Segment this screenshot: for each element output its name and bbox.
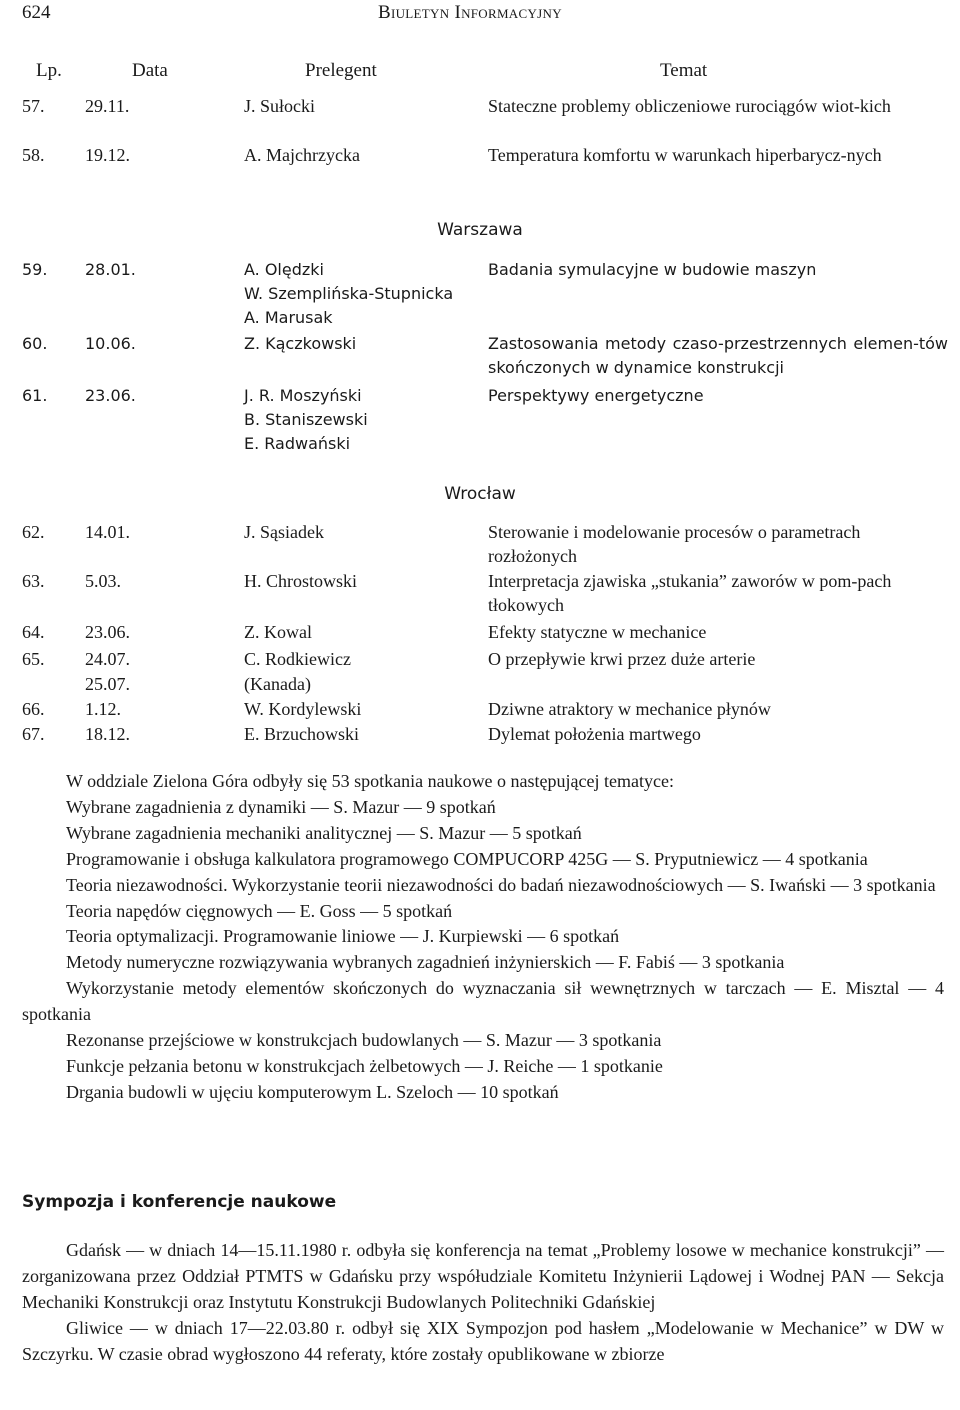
column-header-topic: Temat <box>660 60 708 81</box>
list-item: Wybrane zagadnienia z dynamiki — S. Mazur — 9 spotkań <box>66 796 496 817</box>
row-lecturer: H. Chrostowski <box>244 571 358 591</box>
column-header-lecturer: Prelegent <box>305 60 377 81</box>
row-number: 63. <box>22 571 45 591</box>
row-number: 61. <box>22 386 48 405</box>
row-date: 19.12. <box>85 145 130 165</box>
row-date: 23.06. <box>85 622 130 642</box>
row-number: 59. <box>22 260 48 279</box>
list-item: Teoria napędów cięgnowych — E. Goss — 5 spotkań <box>66 900 453 921</box>
list-item: Programowanie i obsługa kalkulatora programowego COMPUCORP 425G — S. Pryputniewicz — 4 spotkania <box>66 848 868 869</box>
paragraph: Gdańsk — w dniach 14—15.11.1980 r. odbyła się konferencja na temat „Problemy losowe w mechanice konstrukcji” — zorganizowana przez Oddział PTMTS w Gdańsku przy współudziale Komitetu Inżynierii Lądowej i Wodnej PAN — Sekcja Mechaniki Konstrukcji oraz Instytutu Konstrukcji Budowlanych Politechniki Gdańskiej <box>22 1240 944 1312</box>
row-lecturer: J. R. Moszyński <box>244 386 362 405</box>
row-lecturer: W. Szemplińska-Stupnicka <box>244 284 454 303</box>
row-topic: Perspektywy energetyczne <box>488 386 704 405</box>
row-date: 10.06. <box>85 334 136 353</box>
row-number: 62. <box>22 522 45 542</box>
row-topic: O przepływie krwi przez duże arterie <box>488 649 756 669</box>
row-number: 60. <box>22 334 48 353</box>
row-topic: Dylemat położenia martwego <box>488 724 701 744</box>
row-lecturer: A. Marusak <box>244 308 333 327</box>
row-lecturer: (Kanada) <box>244 674 311 694</box>
row-topic: Sterowanie i modelowanie procesów o parametrach rozłożonych <box>488 522 861 566</box>
row-lecturer: J. Sąsiadek <box>244 522 324 542</box>
row-date: 14.01. <box>85 522 130 542</box>
symposia-section <box>22 1237 944 1367</box>
row-topic: Dziwne atraktory w mechanice płynów <box>488 699 771 719</box>
row-lecturer: Z. Kączkowski <box>244 334 357 353</box>
list-item: Wykorzystanie metody elementów skończonych do wyznaczania sił wewnętrznych w tarczach — E. Misztal — 4 spotkania <box>22 978 944 1025</box>
row-lecturer: C. Rodkiewicz <box>244 649 351 669</box>
list-item: Teoria niezawodności. Wykorzystanie teorii niezawodności do badań niezawodnościowych — S. Iwański — 3 spotkania <box>66 874 936 895</box>
row-lecturer: B. Staniszewski <box>244 410 368 429</box>
list-item: Teoria optymalizacji. Programowanie liniowe — J. Kurpiewski — 6 spotkań <box>66 926 620 947</box>
row-lecturer: A. Majchrzycka <box>244 145 360 165</box>
row-date: 18.12. <box>85 724 130 744</box>
list-item: Drgania budowli w ujęciu komputerowym L. Szeloch — 10 spotkań <box>66 1081 559 1102</box>
row-topic: Stateczne problemy obliczeniowe rurociągów wiot-kich <box>488 96 891 116</box>
row-number: 57. <box>22 96 45 116</box>
section-heading-symposia: Sympozja i konferencje naukowe <box>22 1192 337 1212</box>
row-lecturer: Z. Kowal <box>244 622 312 642</box>
row-number: 64. <box>22 622 45 642</box>
row-lecturer: W. Kordylewski <box>244 699 362 719</box>
row-topic: Zastosowania metody czaso-przestrzennych elemen-tów skończonych w dynamice konstrukcji <box>488 334 948 377</box>
row-date: 25.07. <box>85 674 130 694</box>
row-date: 23.06. <box>85 386 136 405</box>
row-number: 58. <box>22 145 45 165</box>
row-date: 28.01. <box>85 260 136 279</box>
paragraph: W oddziale Zielona Góra odbyły się 53 spotkania naukowe o następującej tematyce: <box>66 771 674 791</box>
row-topic: Efekty statyczne w mechanice <box>488 622 707 642</box>
column-header-lp: Lp. <box>36 60 62 81</box>
row-topic: Badania symulacyjne w budowie maszyn <box>488 260 817 279</box>
row-lecturer: A. Olędzki <box>244 260 324 279</box>
row-lecturer: E. Brzuchowski <box>244 724 359 744</box>
row-date: 5.03. <box>85 571 121 591</box>
section-heading-warszawa: Warszawa <box>437 220 523 240</box>
zielona-gora-section <box>22 769 944 1106</box>
row-date: 1.12. <box>85 699 121 719</box>
row-topic: Interpretacja zjawiska „stukania” zaworów w pom-pach tłokowych <box>488 571 892 615</box>
row-date: 29.11. <box>85 96 130 116</box>
list-item: Wybrane zagadnienia mechaniki analitycznej — S. Mazur — 5 spotkań <box>66 822 582 843</box>
page-number: 624 <box>22 2 51 23</box>
column-header-date: Data <box>132 60 168 81</box>
row-number: 65. <box>22 649 45 669</box>
row-topic: Temperatura komfortu w warunkach hiperbarycz-nych <box>488 145 882 165</box>
paragraph: Gliwice — w dniach 17—22.03.80 r. odbył się XIX Sympozjon pod hasłem „Modelowanie w Mechanice” w DW w Szczyrku. W czasie obrad wygłoszono 44 referaty, które zostały opublikowane w zbiorze <box>22 1318 944 1364</box>
row-lecturer: E. Radwański <box>244 434 351 453</box>
row-lecturer: J. Sułocki <box>244 96 316 116</box>
list-item: Funkcje pełzania betonu w konstrukcjach żelbetowych — J. Reiche — 1 spotkanie <box>66 1055 663 1076</box>
section-heading-wroclaw: Wrocław <box>444 484 516 504</box>
list-item: Metody numeryczne rozwiązywania wybranych zagadnień inżynierskich — F. Fabiś — 3 spotkania <box>66 952 785 973</box>
row-number: 67. <box>22 724 45 744</box>
list-item: Rezonanse przejściowe w konstrukcjach budowlanych — S. Mazur — 3 spotkania <box>66 1030 662 1051</box>
row-number: 66. <box>22 699 45 719</box>
journal-title: Biuletyn Informacyjny <box>378 2 562 23</box>
row-date: 24.07. <box>85 649 130 669</box>
